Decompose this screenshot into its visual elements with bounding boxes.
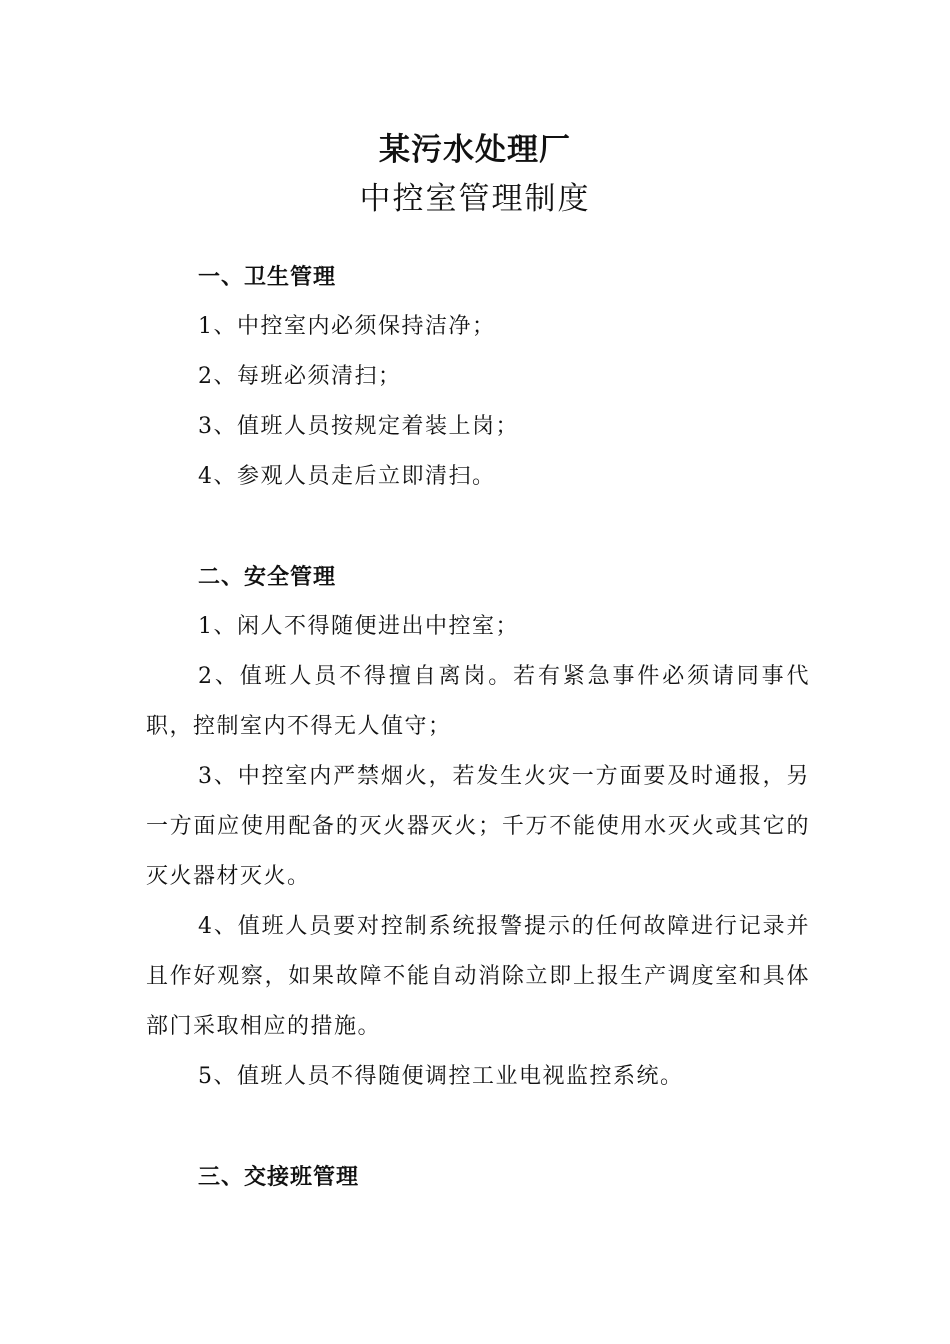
hygiene-item-3: 3、值班人员按规定着装上岗；: [198, 414, 519, 439]
hygiene-item-1: 1、中控室内必须保持洁净；: [198, 314, 496, 339]
safety-item-2: 2、值班人员不得擅自离岗。若有紧急事件必须请同事代职，控制室内不得无人值守；: [146, 664, 810, 739]
section-heading-shift-handover: 三、交接班管理: [198, 1164, 360, 1190]
document-title: 某污水处理厂: [379, 132, 571, 168]
hygiene-item-4: 4、参观人员走后立即清扫。: [198, 464, 496, 489]
section-heading-safety: 二、安全管理: [198, 564, 337, 590]
document-subtitle: 中控室管理制度: [359, 181, 591, 217]
section-spacer: [146, 1102, 810, 1152]
safety-item-1: 1、闲人不得随便进出中控室；: [198, 614, 519, 639]
document-body: [146, 252, 810, 1202]
safety-item-4: 4、值班人员要对控制系统报警提示的任何故障进行记录并且作好观察，如果故障不能自动消除立即上报生产调度室和具体部门采取相应的措施。: [146, 914, 810, 1039]
safety-item-3: 3、中控室内严禁烟火，若发生火灾一方面要及时通报，另一方面应使用配备的灭火器灭火；千万不能使用水灭火或其它的灭火器材灭火。: [146, 764, 810, 889]
section-heading-hygiene: 一、卫生管理: [198, 264, 337, 290]
safety-item-5: 5、值班人员不得随便调控工业电视监控系统。: [198, 1064, 684, 1089]
hygiene-item-2: 2、每班必须清扫；: [198, 364, 402, 389]
section-spacer: [146, 502, 810, 552]
